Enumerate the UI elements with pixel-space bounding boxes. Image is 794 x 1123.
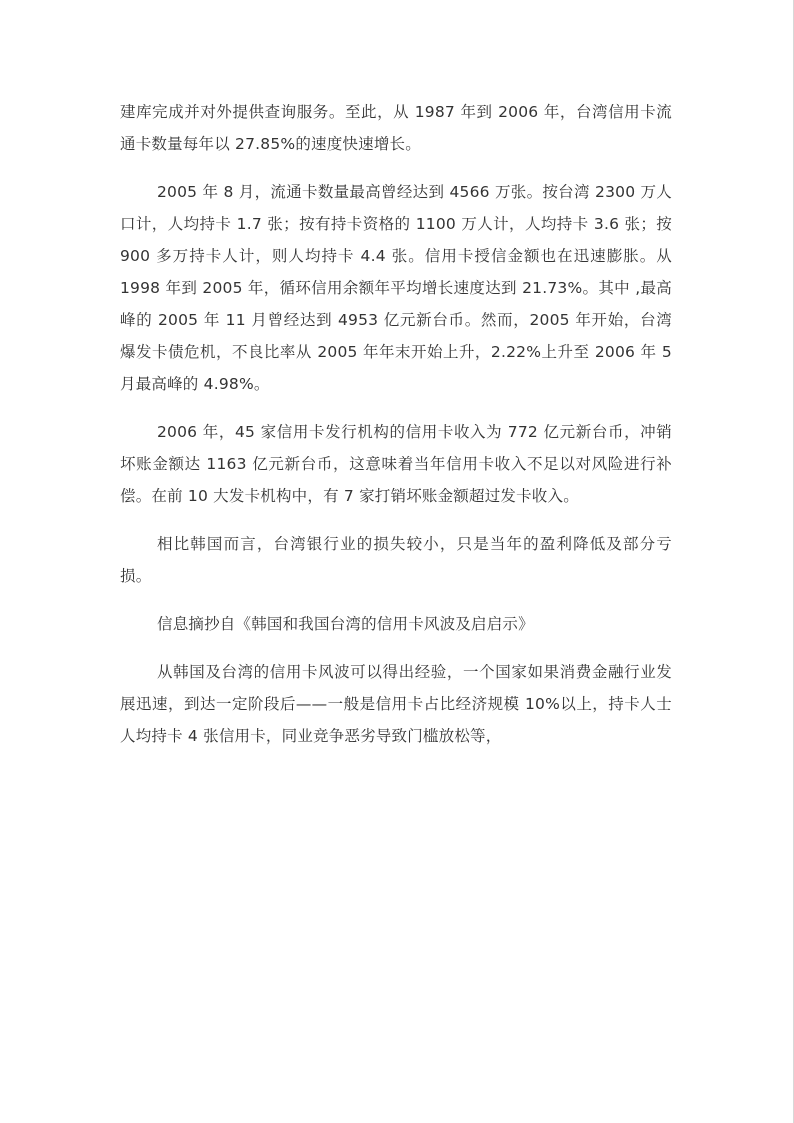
paragraph-issuer-income: 2006 年，45 家信用卡发行机构的信用卡收入为 772 亿元新台币，冲销坏账金额达 1163 亿元新台币，这意味着当年信用卡收入不足以对风险进行补偿。在前 10 大发卡机构中，有 7 家打销坏账金额超过发卡收入。: [120, 423, 672, 505]
paragraph-comparison: 相比韩国而言，台湾银行业的损失较小，只是当年的盈利降低及部分亏损。: [120, 535, 672, 585]
document-body: [120, 96, 672, 768]
paragraph-continuation: 建库完成并对外提供查询服务。至此，从 1987 年到 2006 年，台湾信用卡流通卡数量每年以 27.85%的速度快速增长。: [120, 103, 672, 153]
paragraph-card-statistics: 2005 年 8 月，流通卡数量最高曾经达到 4566 万张。按台湾 2300 万人口计，人均持卡 1.7 张；按有持卡资格的 1100 万人计，人均持卡 3.6 张；按 900 多万持卡人计，则人均持卡 4.4 张。信用卡授信金额也在迅速膨胀。从 1998 年到 2005 年，循环信用余额年平均增长速度达到 21.73%。其中 ,最高峰的 2005 年 11 月曾经达到 4953 亿元新台币。然而，2005 年开始，台湾爆发卡债危机，不良比率从 2005 年年末开始上升，2.22%上升至 2006 年 5 月最高峰的 4.98%。: [120, 183, 672, 393]
paragraph-source-citation: 信息摘抄自《韩国和我国台湾的信用卡风波及启启示》: [157, 615, 534, 633]
paragraph-conclusion: 从韩国及台湾的信用卡风波可以得出经验，一个国家如果消费金融行业发展迅速，到达一定阶段后——一般是信用卡占比经济规模 10%以上，持卡人士人均持卡 4 张信用卡，同业竞争恶劣导致门槛放松等，: [120, 663, 672, 745]
